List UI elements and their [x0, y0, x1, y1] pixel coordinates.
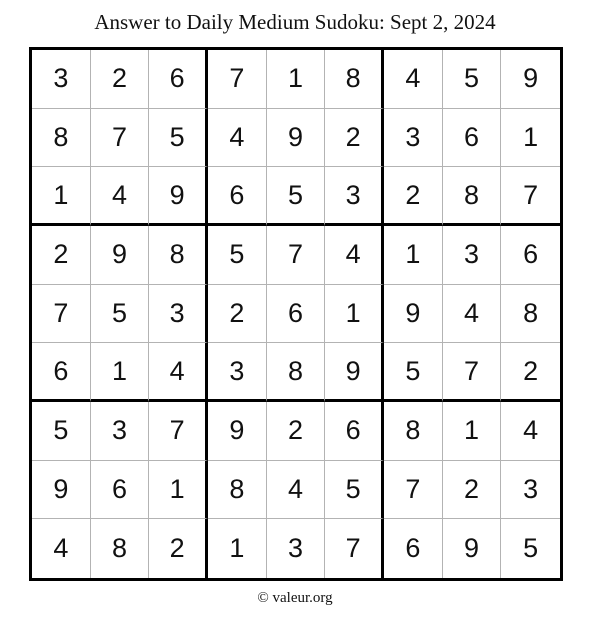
sudoku-cell-r9-c4: 1	[208, 519, 267, 578]
sudoku-cell-r8-c4: 8	[208, 461, 267, 520]
sudoku-cell-r5-c7: 9	[384, 285, 443, 344]
sudoku-cell-r2-c7: 3	[384, 109, 443, 168]
sudoku-cell-r8-c8: 2	[443, 461, 502, 520]
sudoku-cell-r5-c2: 5	[91, 285, 150, 344]
sudoku-cell-r6-c8: 7	[443, 343, 502, 402]
sudoku-cell-r7-c4: 9	[208, 402, 267, 461]
sudoku-cell-r4-c7: 1	[384, 226, 443, 285]
sudoku-cell-r2-c1: 8	[32, 109, 91, 168]
sudoku-cell-r8-c7: 7	[384, 461, 443, 520]
sudoku-cell-r7-c9: 4	[501, 402, 560, 461]
sudoku-cell-r7-c8: 1	[443, 402, 502, 461]
sudoku-cell-r5-c4: 2	[208, 285, 267, 344]
sudoku-cell-r2-c5: 9	[267, 109, 326, 168]
sudoku-cell-r7-c5: 2	[267, 402, 326, 461]
sudoku-cell-r7-c7: 8	[384, 402, 443, 461]
sudoku-cell-r1-c7: 4	[384, 50, 443, 109]
sudoku-cell-r5-c9: 8	[501, 285, 560, 344]
sudoku-cell-r6-c7: 5	[384, 343, 443, 402]
sudoku-cell-r4-c2: 9	[91, 226, 150, 285]
sudoku-cell-r1-c1: 3	[32, 50, 91, 109]
sudoku-cell-r1-c5: 1	[267, 50, 326, 109]
sudoku-cell-r4-c6: 4	[325, 226, 384, 285]
sudoku-cell-r3-c6: 3	[325, 167, 384, 226]
sudoku-cell-r9-c5: 3	[267, 519, 326, 578]
sudoku-cell-r5-c5: 6	[267, 285, 326, 344]
sudoku-cell-r9-c3: 2	[149, 519, 208, 578]
sudoku-cell-r2-c6: 2	[325, 109, 384, 168]
sudoku-cell-r4-c5: 7	[267, 226, 326, 285]
sudoku-cell-r5-c1: 7	[32, 285, 91, 344]
sudoku-cell-r4-c3: 8	[149, 226, 208, 285]
sudoku-cell-r8-c2: 6	[91, 461, 150, 520]
sudoku-cell-r1-c8: 5	[443, 50, 502, 109]
sudoku-cell-r5-c3: 3	[149, 285, 208, 344]
sudoku-cell-r8-c9: 3	[501, 461, 560, 520]
sudoku-cell-r1-c6: 8	[325, 50, 384, 109]
sudoku-cell-r6-c6: 9	[325, 343, 384, 402]
sudoku-cell-r2-c8: 6	[443, 109, 502, 168]
sudoku-cell-r9-c8: 9	[443, 519, 502, 578]
sudoku-cell-r2-c2: 7	[91, 109, 150, 168]
sudoku-cell-r2-c4: 4	[208, 109, 267, 168]
sudoku-cell-r9-c6: 7	[325, 519, 384, 578]
sudoku-cell-r8-c1: 9	[32, 461, 91, 520]
sudoku-cell-r1-c2: 2	[91, 50, 150, 109]
sudoku-cell-r9-c2: 8	[91, 519, 150, 578]
sudoku-cell-r4-c1: 2	[32, 226, 91, 285]
sudoku-cell-r6-c2: 1	[91, 343, 150, 402]
sudoku-cell-r7-c6: 6	[325, 402, 384, 461]
page-title: Answer to Daily Medium Sudoku: Sept 2, 2024	[94, 10, 496, 34]
sudoku-cell-r4-c4: 5	[208, 226, 267, 285]
sudoku-cell-r3-c8: 8	[443, 167, 502, 226]
sudoku-cell-r6-c9: 2	[501, 343, 560, 402]
sudoku-cell-r1-c3: 6	[149, 50, 208, 109]
sudoku-cell-r8-c6: 5	[325, 461, 384, 520]
sudoku-cell-r8-c5: 4	[267, 461, 326, 520]
sudoku-cell-r3-c5: 5	[267, 167, 326, 226]
sudoku-cell-r9-c7: 6	[384, 519, 443, 578]
sudoku-cell-r6-c5: 8	[267, 343, 326, 402]
sudoku-cell-r3-c4: 6	[208, 167, 267, 226]
sudoku-cell-r7-c3: 7	[149, 402, 208, 461]
sudoku-cell-r4-c8: 3	[443, 226, 502, 285]
sudoku-cell-r3-c2: 4	[91, 167, 150, 226]
sudoku-cell-r6-c3: 4	[149, 343, 208, 402]
sudoku-cell-r8-c3: 1	[149, 461, 208, 520]
sudoku-cell-r7-c1: 5	[32, 402, 91, 461]
sudoku-cell-r3-c3: 9	[149, 167, 208, 226]
sudoku-cell-r2-c3: 5	[149, 109, 208, 168]
sudoku-cell-r5-c8: 4	[443, 285, 502, 344]
sudoku-cell-r2-c9: 1	[501, 109, 560, 168]
sudoku-cell-r3-c9: 7	[501, 167, 560, 226]
sudoku-cell-r1-c9: 9	[501, 50, 560, 109]
sudoku-cell-r3-c1: 1	[32, 167, 91, 226]
sudoku-cell-r9-c1: 4	[32, 519, 91, 578]
sudoku-cell-r9-c9: 5	[523, 533, 539, 564]
sudoku-cell-r3-c7: 2	[384, 167, 443, 226]
sudoku-board	[29, 47, 563, 581]
sudoku-cell-r1-c4: 7	[208, 50, 267, 109]
copyright-footer: © valeur.org	[257, 590, 333, 606]
sudoku-cell-r4-c9: 6	[501, 226, 560, 285]
sudoku-cell-r6-c1: 6	[32, 343, 91, 402]
sudoku-cell-r7-c2: 3	[91, 402, 150, 461]
sudoku-cell-r6-c4: 3	[208, 343, 267, 402]
sudoku-cell-r5-c6: 1	[325, 285, 384, 344]
